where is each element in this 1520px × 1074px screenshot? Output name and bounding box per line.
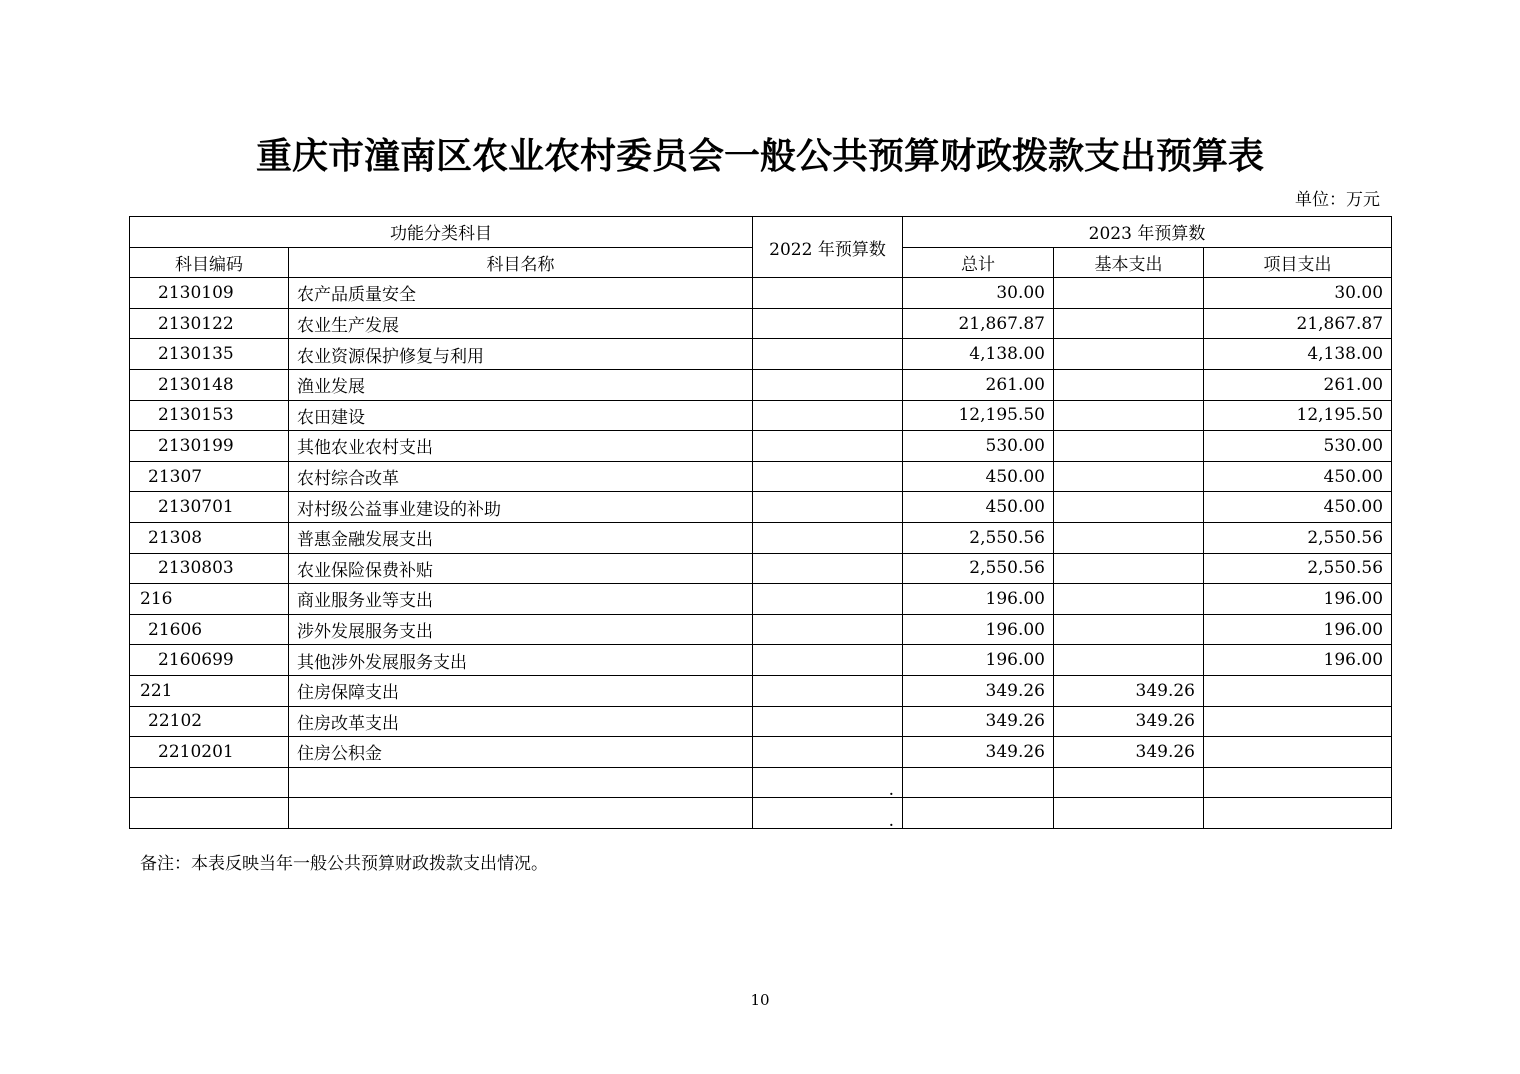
header-functional-category: 功能分类科目 [130,217,753,248]
cell-total: 530.00 [903,431,1054,462]
cell-total: 349.26 [903,675,1054,706]
cell-code [130,798,289,829]
cell-budget-2022 [753,645,903,676]
cell-budget-2022 [753,369,903,400]
cell-code: 2130148 [130,369,289,400]
cell-basic: 349.26 [1054,675,1204,706]
cell-budget-2022 [753,614,903,645]
cell-budget-2022 [753,308,903,339]
cell-basic [1054,798,1204,829]
table-row [130,522,1392,553]
cell-project: 30.00 [1204,278,1392,309]
cell-basic: 349.26 [1054,706,1204,737]
header-code: 科目编码 [130,247,289,278]
cell-project [1204,767,1392,798]
cell-name: 渔业发展 [289,369,753,400]
cell-project: 4,138.00 [1204,339,1392,370]
cell-project: 21,867.87 [1204,308,1392,339]
cell-budget-2022 [753,492,903,523]
cell-code: 2130199 [130,431,289,462]
cell-project: 2,550.56 [1204,522,1392,553]
table-row [130,308,1392,339]
cell-code: 2130135 [130,339,289,370]
cell-project: 12,195.50 [1204,400,1392,431]
cell-basic: 349.26 [1054,737,1204,768]
cell-code: 22102 [130,706,289,737]
table-row [130,798,1392,829]
table-body [130,278,1392,829]
page-number: 10 [750,991,770,1009]
cell-basic [1054,767,1204,798]
cell-project [1204,706,1392,737]
cell-project: 196.00 [1204,584,1392,615]
cell-budget-2022 [753,278,903,309]
cell-name: 对村级公益事业建设的补助 [289,492,753,523]
cell-code: 2130803 [130,553,289,584]
cell-name: 商业服务业等支出 [289,584,753,615]
cell-name: 其他涉外发展服务支出 [289,645,753,676]
header-name: 科目名称 [289,247,753,278]
cell-total: 2,550.56 [903,522,1054,553]
budget-table [129,216,1392,829]
cell-total: 196.00 [903,614,1054,645]
cell-basic [1054,461,1204,492]
table-row [130,431,1392,462]
cell-budget-2022 [753,522,903,553]
cell-budget-2022 [753,461,903,492]
cell-name: 其他农业农村支出 [289,431,753,462]
cell-basic [1054,369,1204,400]
table-row [130,400,1392,431]
cell-code: 2160699 [130,645,289,676]
table-row [130,339,1392,370]
cell-basic [1054,522,1204,553]
cell-budget-2022 [753,737,903,768]
cell-total: 30.00 [903,278,1054,309]
cell-project: 261.00 [1204,369,1392,400]
cell-code: 2130701 [130,492,289,523]
cell-basic [1054,400,1204,431]
unit-label: 单位：万元 [1295,190,1380,210]
cell-basic [1054,614,1204,645]
header-budget-2022: 2022 年预算数 [753,217,903,278]
cell-total: 450.00 [903,461,1054,492]
cell-total: 261.00 [903,369,1054,400]
cell-budget-2022: . [753,767,903,798]
cell-total: 196.00 [903,645,1054,676]
table-row [130,492,1392,523]
cell-budget-2022 [753,400,903,431]
cell-total: 12,195.50 [903,400,1054,431]
cell-code: 21307 [130,461,289,492]
cell-budget-2022 [753,706,903,737]
cell-total: 21,867.87 [903,308,1054,339]
cell-basic [1054,645,1204,676]
page-title: 重庆市潼南区农业农村委员会一般公共预算财政拨款支出预算表 [255,135,1264,177]
cell-name: 住房保障支出 [289,675,753,706]
table-row [130,369,1392,400]
cell-total: 450.00 [903,492,1054,523]
cell-total [903,767,1054,798]
table-row [130,584,1392,615]
cell-name: 住房改革支出 [289,706,753,737]
cell-name: 住房公积金 [289,737,753,768]
table-row [130,767,1392,798]
table-row [130,278,1392,309]
cell-name: 农业资源保护修复与利用 [289,339,753,370]
cell-project: 530.00 [1204,431,1392,462]
table-row [130,737,1392,768]
cell-total [903,798,1054,829]
cell-total: 196.00 [903,584,1054,615]
header-basic: 基本支出 [1054,247,1204,278]
table-row [130,645,1392,676]
cell-name: 农村综合改革 [289,461,753,492]
cell-total: 4,138.00 [903,339,1054,370]
cell-budget-2022 [753,675,903,706]
cell-code: 21308 [130,522,289,553]
cell-name [289,767,753,798]
cell-name: 农业保险保费补贴 [289,553,753,584]
cell-code: 221 [130,675,289,706]
cell-code: 21606 [130,614,289,645]
header-project: 项目支出 [1204,247,1392,278]
cell-project: 2,550.56 [1204,553,1392,584]
table-note: 备注：本表反映当年一般公共预算财政拨款支出情况。 [140,854,548,874]
cell-basic [1054,492,1204,523]
cell-project [1204,737,1392,768]
cell-basic [1054,553,1204,584]
cell-project: 196.00 [1204,614,1392,645]
cell-budget-2022 [753,431,903,462]
cell-total: 2,550.56 [903,553,1054,584]
cell-budget-2022 [753,584,903,615]
cell-name [289,798,753,829]
cell-basic [1054,339,1204,370]
cell-basic [1054,308,1204,339]
cell-project: 450.00 [1204,492,1392,523]
table-row [130,553,1392,584]
cell-basic [1054,584,1204,615]
table-row [130,614,1392,645]
cell-basic [1054,278,1204,309]
cell-name: 普惠金融发展支出 [289,522,753,553]
cell-basic [1054,431,1204,462]
table-row [130,706,1392,737]
cell-name: 农业生产发展 [289,308,753,339]
cell-project [1204,798,1392,829]
cell-code: 2130122 [130,308,289,339]
cell-name: 农田建设 [289,400,753,431]
table-row [130,675,1392,706]
cell-code: 2130109 [130,278,289,309]
cell-budget-2022 [753,339,903,370]
cell-project: 450.00 [1204,461,1392,492]
header-total: 总计 [903,247,1054,278]
cell-total: 349.26 [903,706,1054,737]
cell-code: 216 [130,584,289,615]
cell-total: 349.26 [903,737,1054,768]
cell-name: 农产品质量安全 [289,278,753,309]
cell-project [1204,675,1392,706]
cell-budget-2022 [753,553,903,584]
cell-project: 196.00 [1204,645,1392,676]
table-row [130,461,1392,492]
header-budget-2023: 2023 年预算数 [903,217,1392,248]
cell-budget-2022: . [753,798,903,829]
cell-code [130,767,289,798]
table-header-row-1 [130,217,1392,248]
cell-code: 2210201 [130,737,289,768]
cell-code: 2130153 [130,400,289,431]
cell-name: 涉外发展服务支出 [289,614,753,645]
